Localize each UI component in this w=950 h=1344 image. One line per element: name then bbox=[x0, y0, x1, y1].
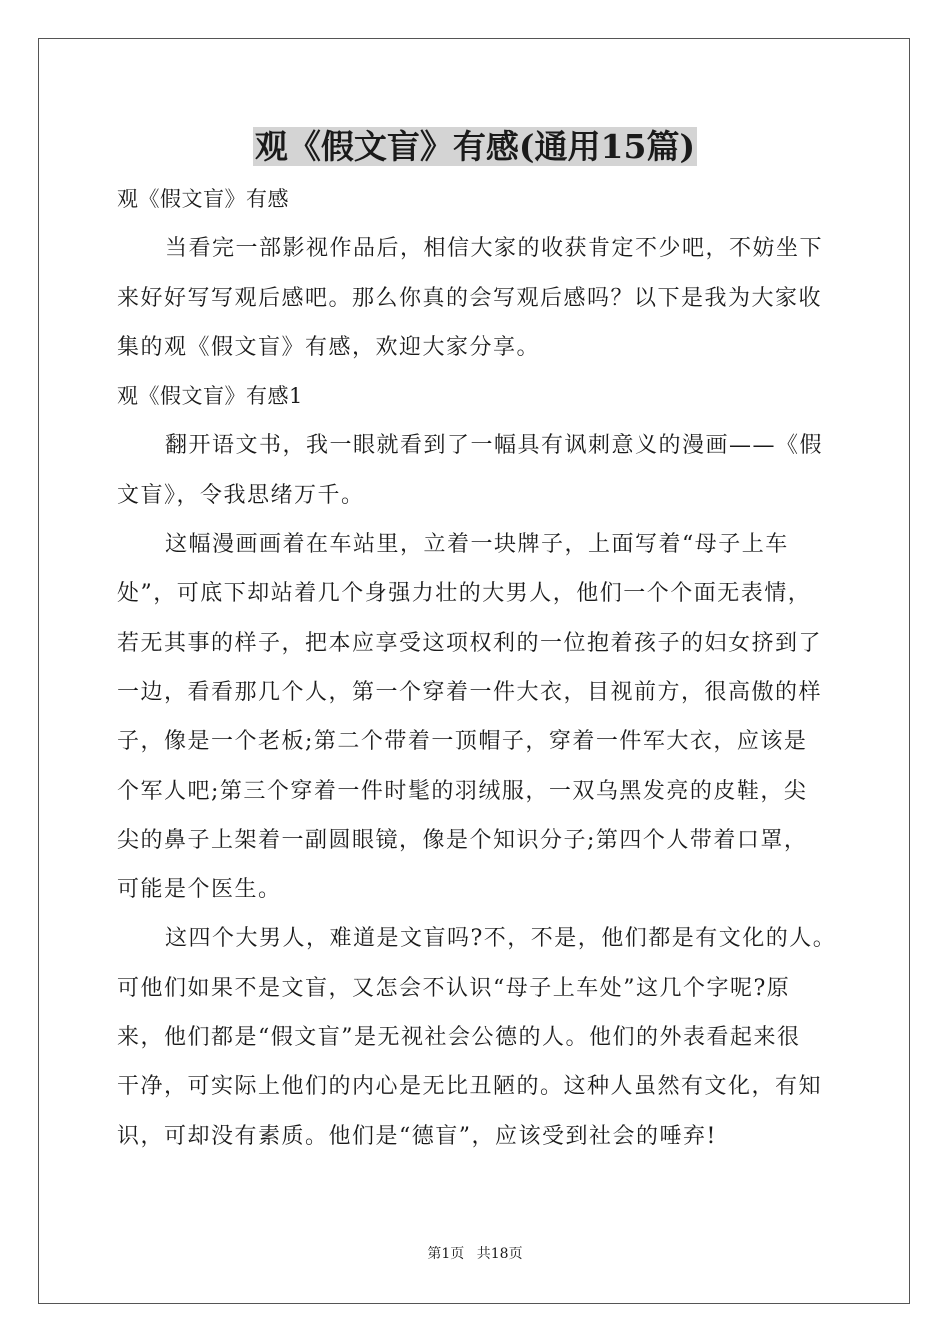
paragraph-line: 这四个大男人，难道是文盲吗?不，不是，他们都是有文化的人。 bbox=[165, 926, 837, 952]
paragraph-line: 若无其事的样子，把本应享受这项权利的一位抱着孩子的妇女挤到了 bbox=[117, 630, 823, 656]
paragraph-line: 集的观《假文盲》有感，欢迎大家分享。 bbox=[117, 334, 541, 360]
paragraph-line: 可他们如果不是文盲，又怎会不认识“母子上车处”这几个字呢?原 bbox=[117, 975, 791, 1001]
paragraph-line: 这幅漫画画着在车站里，立着一块牌子，上面写着“母子上车 bbox=[165, 532, 789, 558]
paragraph-line: 个军人吧;第三个穿着一件时髦的羽绒服，一双乌黑发亮的皮鞋，尖 bbox=[117, 778, 808, 804]
document-body bbox=[117, 175, 877, 1161]
paragraph-line: 来好好写写观后感吧。那么你真的会写观后感吗？以下是我为大家收 bbox=[117, 285, 823, 311]
paragraph-line: 处”，可底下却站着几个身强力壮的大男人，他们一个个面无表情， bbox=[117, 581, 812, 607]
paragraph-line: 来，他们都是“假文盲”是无视社会公德的人。他们的外表看起来很 bbox=[117, 1025, 801, 1051]
document-title-text: 观《假文盲》有感(通用15篇) bbox=[254, 127, 696, 166]
paragraph-line: 子，像是一个老板;第二个带着一顶帽子，穿着一件军大衣，应该是 bbox=[117, 729, 808, 755]
page-total: 共18页 bbox=[476, 1246, 523, 1262]
paragraph-line: 一边，看看那几个人，第一个穿着一件大衣，目视前方，很高傲的样 bbox=[117, 679, 823, 705]
page-number: 第1页 bbox=[427, 1246, 465, 1262]
paragraph-line: 文盲》，令我思绪万千。 bbox=[117, 482, 365, 508]
paragraph-line: 识，可却没有素质。他们是“德盲”，应该受到社会的唾弃! bbox=[117, 1123, 717, 1149]
paragraph-line: 干净，可实际上他们的内心是无比丑陋的。这种人虽然有文化，有知 bbox=[117, 1074, 823, 1100]
section-heading: 观《假文盲》有感1 bbox=[117, 384, 303, 409]
page-footer bbox=[0, 1244, 950, 1264]
paragraph-line: 翻开语文书，我一眼就看到了一幅具有讽刺意义的漫画——《假 bbox=[165, 433, 824, 459]
paragraph-line: 可能是个医生。 bbox=[117, 877, 282, 903]
paragraph-line: 当看完一部影视作品后，相信大家的收获肯定不少吧，不妨坐下 bbox=[165, 236, 824, 262]
paragraph-line: 尖的鼻子上架着一副圆眼镜，像是个知识分子;第四个人带着口罩， bbox=[117, 827, 808, 853]
section-heading: 观《假文盲》有感 bbox=[117, 187, 289, 211]
document-title bbox=[0, 123, 950, 171]
